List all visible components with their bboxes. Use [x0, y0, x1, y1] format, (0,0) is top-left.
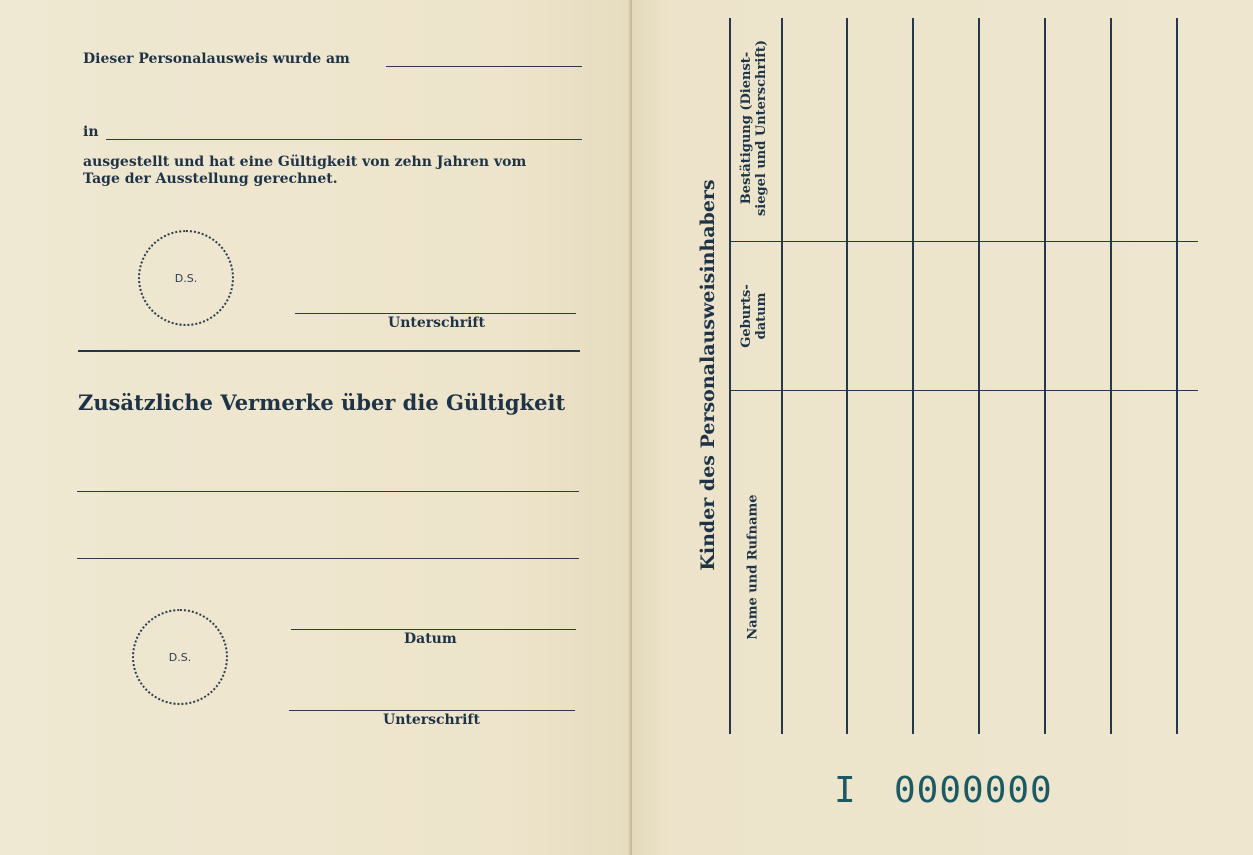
col-header-confirm-line2: siegel und Unterschrift) — [754, 39, 769, 217]
table-column-line — [912, 18, 914, 734]
signature-2-label: Unterschrift — [383, 712, 480, 728]
stamp-2-label: D.S. — [168, 650, 192, 664]
validity-text-line2: Tage der Ausstellung gerechnet. — [83, 171, 338, 187]
serial-series: I — [834, 770, 857, 811]
col-header-name: Name und Rufname — [745, 494, 761, 640]
table-header-separator — [781, 18, 783, 734]
additional-notes-heading: Zusätzliche Vermerke über die Gültigkeit — [78, 390, 566, 415]
signature-1-line[interactable] — [295, 313, 576, 314]
issued-on-label: Dieser Personalausweis wurde am — [83, 51, 350, 67]
notes-line-2[interactable] — [77, 558, 579, 559]
table-border-left — [729, 18, 731, 734]
table-row-divider-1 — [729, 241, 1198, 242]
stamp-1-label: D.S. — [174, 271, 198, 285]
table-column-line — [846, 18, 848, 734]
validity-text-line1: ausgestellt und hat eine Gültigkeit von zehn Jahren vom — [83, 154, 527, 170]
place-label: in — [83, 124, 99, 140]
children-table-title: Kinder des Personalausweisinhabers — [697, 179, 720, 571]
serial-number: 0000000 — [894, 770, 1053, 811]
col-header-confirm-line1: Bestätigung (Dienst- — [739, 51, 755, 205]
right-page — [632, 0, 1253, 855]
col-header-birth-line2: datum — [754, 292, 769, 340]
place-line[interactable] — [106, 139, 582, 140]
notes-line-1[interactable] — [77, 491, 579, 492]
table-column-line — [1110, 18, 1112, 734]
official-seal-stamp-2 — [132, 609, 228, 705]
table-row-divider-2 — [729, 390, 1198, 391]
section-divider — [78, 350, 580, 352]
signature-1-label: Unterschrift — [388, 315, 485, 331]
signature-2-line[interactable] — [289, 710, 575, 711]
table-column-line — [1176, 18, 1178, 734]
table-column-line — [978, 18, 980, 734]
official-seal-stamp-1 — [138, 230, 234, 326]
col-header-birth-line1: Geburts- — [739, 284, 755, 348]
date-line[interactable] — [291, 629, 576, 630]
col-header-birth-date — [740, 284, 770, 347]
issued-on-date-line[interactable] — [386, 66, 582, 67]
date-label: Datum — [404, 631, 457, 647]
table-column-line — [1044, 18, 1046, 734]
col-header-confirmation — [740, 40, 770, 216]
